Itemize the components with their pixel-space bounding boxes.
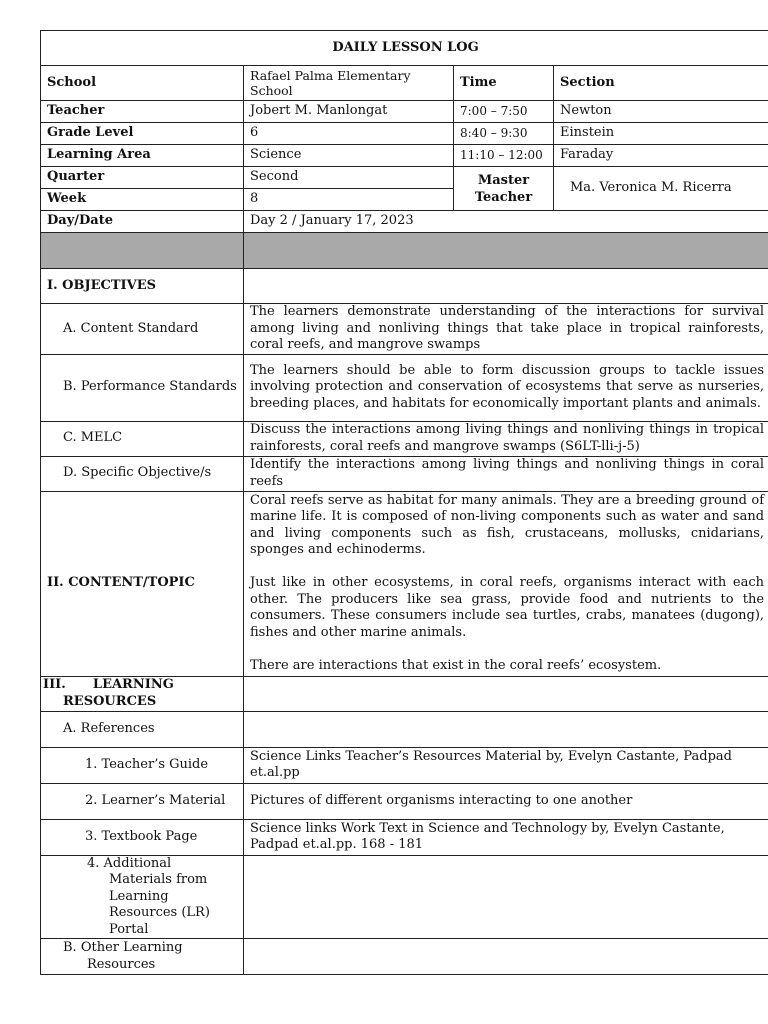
additional-materials-label: 4. Additional Materials from Learning Resources (LR) Portal bbox=[41, 855, 244, 939]
section-label: Section bbox=[554, 66, 768, 101]
master-teacher-value: Ma. Veronica M. Ricerra bbox=[554, 167, 768, 211]
schedule-section: Einstein bbox=[554, 123, 768, 145]
melc-text: Discuss the interactions among living things and nonliving things in tropical rainforests, coral reefs and mangrove swamps (S6LT-lli-j-5) bbox=[244, 421, 768, 456]
learners-material-label: 2. Learner’s Material bbox=[41, 783, 244, 819]
other-resources-empty-cell bbox=[244, 939, 768, 975]
teacher-value: Jobert M. Manlongat bbox=[244, 101, 454, 123]
area-label: Learning Area bbox=[41, 145, 244, 167]
gray-spacer-cell bbox=[244, 233, 768, 269]
learning-resources-heading: III. LEARNING RESOURCES bbox=[41, 676, 244, 711]
content-paragraph: Just like in other ecosystems, in coral reefs, organisms interact with each other. The producers like sea grass, provide food and nutrients to the consumers. These consumers include sea turtles, crabs, manatees (dugong), fishes and other marine animals. bbox=[250, 575, 765, 640]
time-label: Time bbox=[454, 66, 554, 101]
content-standard-text: The learners demonstrate understanding of the interactions for survival among living and nonliving things that take place in tropical rainforests, coral reefs, and mangrove swamps bbox=[244, 304, 768, 355]
week-label: Week bbox=[41, 189, 244, 211]
school-label: School bbox=[41, 66, 244, 101]
content-topic-heading: II. CONTENT/TOPIC bbox=[41, 491, 244, 676]
quarter-label: Quarter bbox=[41, 167, 244, 189]
teacher-label: Teacher bbox=[41, 101, 244, 123]
content-paragraph: There are interactions that exist in the coral reefs’ ecosystem. bbox=[250, 657, 662, 673]
master-teacher-label: Master Teacher bbox=[454, 167, 554, 211]
learners-material-text: Pictures of different organisms interacting to one another bbox=[244, 783, 768, 819]
objectives-empty-cell bbox=[244, 269, 768, 304]
textbook-page-label: 3. Textbook Page bbox=[41, 819, 244, 855]
performance-standards-label: B. Performance Standards bbox=[41, 354, 244, 421]
grade-value: 6 bbox=[244, 123, 454, 145]
schedule-time: 8:40 – 9:30 bbox=[454, 123, 554, 145]
week-value: 8 bbox=[244, 189, 454, 211]
teachers-guide-label: 1. Teacher’s Guide bbox=[41, 747, 244, 783]
daily-lesson-log-table bbox=[40, 30, 768, 975]
quarter-value: Second bbox=[244, 167, 454, 189]
additional-materials-empty-cell bbox=[244, 855, 768, 939]
schedule-time: 11:10 – 12:00 bbox=[454, 145, 554, 167]
day-date-label: Day/Date bbox=[41, 211, 244, 233]
learning-resources-empty-cell bbox=[244, 676, 768, 711]
grade-label: Grade Level bbox=[41, 123, 244, 145]
other-resources-label: B. Other Learning Resources bbox=[41, 939, 244, 975]
textbook-page-text: Science links Work Text in Science and Technology by, Evelyn Castante, Padpad et.al.pp. 168 - 181 bbox=[244, 819, 768, 855]
schedule-section: Newton bbox=[554, 101, 768, 123]
references-label: A. References bbox=[41, 711, 244, 747]
area-value: Science bbox=[244, 145, 454, 167]
specific-objective-label: D. Specific Objective/s bbox=[41, 456, 244, 491]
school-value: Rafael Palma Elementary School bbox=[244, 66, 454, 101]
references-empty-cell bbox=[244, 711, 768, 747]
content-standard-label: A. Content Standard bbox=[41, 304, 244, 355]
schedule-section: Faraday bbox=[554, 145, 768, 167]
melc-label: C. MELC bbox=[41, 421, 244, 456]
content-paragraph: Coral reefs serve as habitat for many animals. They are a breeding ground of marine life. It is composed of non-living components such as water and sand and living components such as fish, crustaceans, mollusks, cnidarians, sponges and echinoderms. bbox=[250, 492, 765, 557]
performance-standards-text: The learners should be able to form discussion groups to tackle issues involving protection and conservation of ecosystems that serve as nurseries, breeding places, and habitats for economically important plants and animals. bbox=[244, 354, 768, 421]
objectives-heading: I. OBJECTIVES bbox=[41, 269, 244, 304]
teachers-guide-text: Science Links Teacher’s Resources Material by, Evelyn Castante, Padpad et.al.pp bbox=[244, 747, 768, 783]
document-title: DAILY LESSON LOG bbox=[41, 31, 768, 66]
specific-objective-text: Identify the interactions among living things and nonliving things in coral reefs bbox=[244, 456, 768, 491]
day-date-value: Day 2 / January 17, 2023 bbox=[244, 211, 768, 233]
content-topic-text bbox=[244, 491, 768, 676]
schedule-time: 7:00 – 7:50 bbox=[454, 101, 554, 123]
gray-spacer-cell bbox=[41, 233, 244, 269]
